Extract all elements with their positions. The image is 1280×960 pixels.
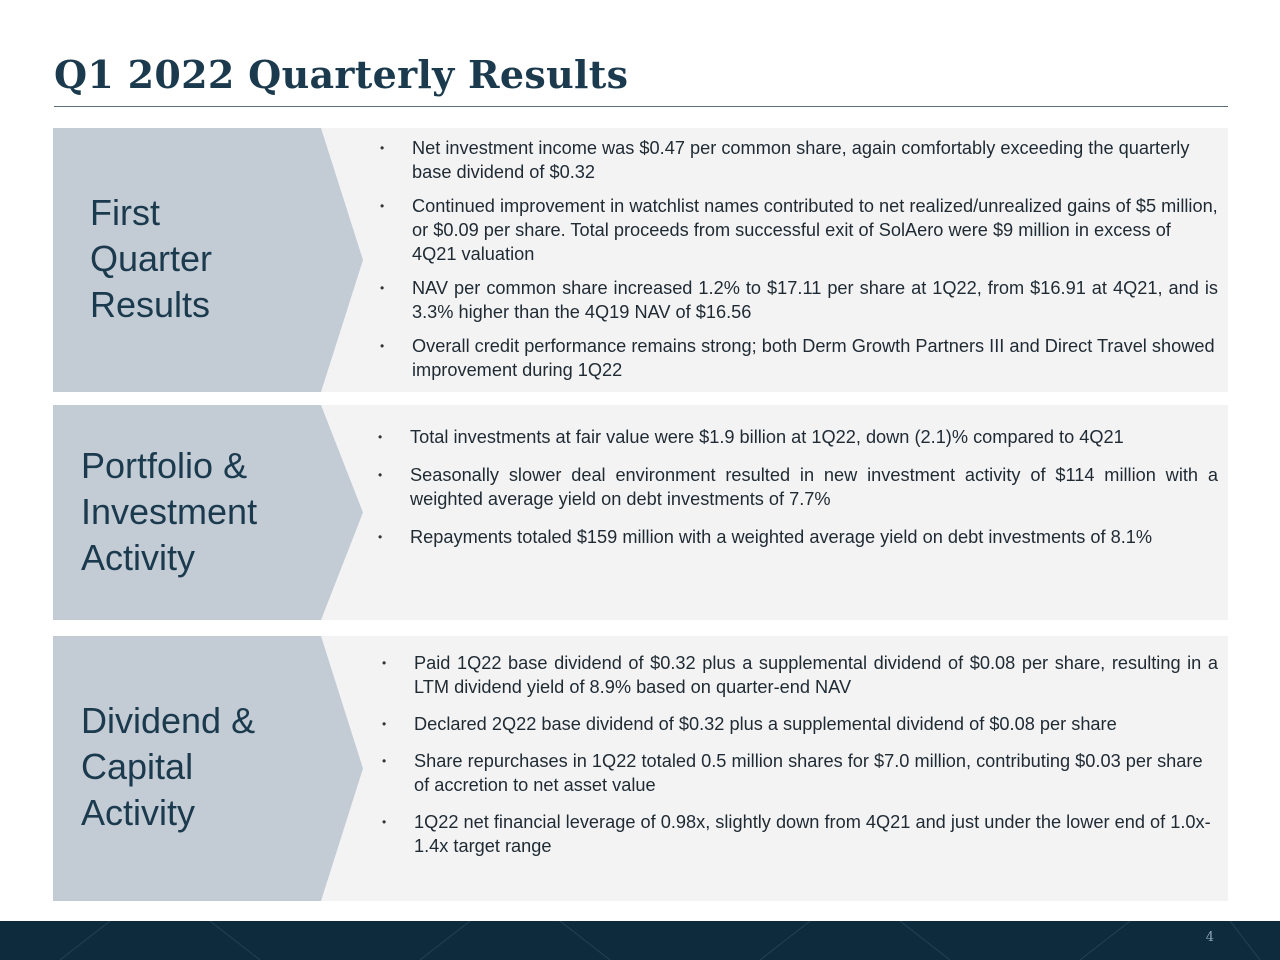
page-title: Q1 2022 Quarterly Results bbox=[54, 52, 629, 97]
list-item: • Continued improvement in watchlist names contributed to net realized/unrealized gains of $5 million, or $0.09 per share. Total proceeds from successful exit of SolAero were $9 million in excess of 4Q21 valuation bbox=[378, 194, 1218, 266]
bullet-list bbox=[376, 425, 1218, 549]
page-number: 4 bbox=[1205, 930, 1214, 945]
list-item: • Repayments totaled $159 million with a weighted average yield on debt investments of 8.1% bbox=[376, 525, 1218, 549]
list-item: • Declared 2Q22 base dividend of $0.32 plus a supplemental dividend of $0.08 per share bbox=[380, 712, 1218, 736]
list-item: • Paid 1Q22 base dividend of $0.32 plus a supplemental dividend of $0.08 per share, resulting in a LTM dividend yield of 8.9% based on quarter-end NAV bbox=[380, 651, 1218, 699]
list-item: • Total investments at fair value were $1.9 billion at 1Q22, down (2.1)% compared to 4Q21 bbox=[376, 425, 1218, 449]
section-label-line: Portfolio & bbox=[81, 445, 248, 486]
section-label-line: Activity bbox=[81, 537, 196, 578]
section-label bbox=[81, 698, 255, 836]
section-label-line: Activity bbox=[81, 792, 196, 833]
section-label-line: Capital bbox=[81, 746, 194, 787]
section-label bbox=[90, 190, 212, 328]
section-label-line: Quarter bbox=[90, 238, 213, 279]
section-label bbox=[81, 443, 257, 581]
bullet-list bbox=[378, 136, 1218, 382]
footer-bar bbox=[0, 921, 1280, 960]
section-label-line: Results bbox=[90, 284, 211, 325]
section-label-line: Investment bbox=[81, 491, 258, 532]
footer-pattern bbox=[0, 921, 1280, 960]
title-divider bbox=[54, 106, 1228, 107]
bullet-list bbox=[380, 651, 1218, 858]
list-item: • NAV per common share increased 1.2% to $17.11 per share at 1Q22, from $16.91 at 4Q21, and is 3.3% higher than the 4Q19 NAV of $16.56 bbox=[378, 276, 1218, 324]
list-item: • Overall credit performance remains strong; both Derm Growth Partners III and Direct Travel showed improvement during 1Q22 bbox=[378, 334, 1218, 382]
list-item: • 1Q22 net financial leverage of 0.98x, slightly down from 4Q21 and just under the lower end of 1.0x-1.4x target range bbox=[380, 810, 1218, 858]
section-dividend-capital-activity bbox=[53, 636, 1228, 901]
list-item: • Share repurchases in 1Q22 totaled 0.5 million shares for $7.0 million, contributing $0.03 per share of accretion to net asset value bbox=[380, 749, 1218, 797]
section-portfolio-investment-activity bbox=[53, 405, 1228, 620]
list-item: • Seasonally slower deal environment resulted in new investment activity of $114 million with a weighted average yield on debt investments of 7.7% bbox=[376, 463, 1218, 511]
section-label-line: First bbox=[90, 192, 160, 233]
section-first-quarter-results bbox=[53, 128, 1228, 392]
list-item: • Net investment income was $0.47 per common share, again comfortably exceeding the quarterly base dividend of $0.32 bbox=[378, 136, 1218, 184]
section-label-line: Dividend & bbox=[81, 700, 256, 741]
